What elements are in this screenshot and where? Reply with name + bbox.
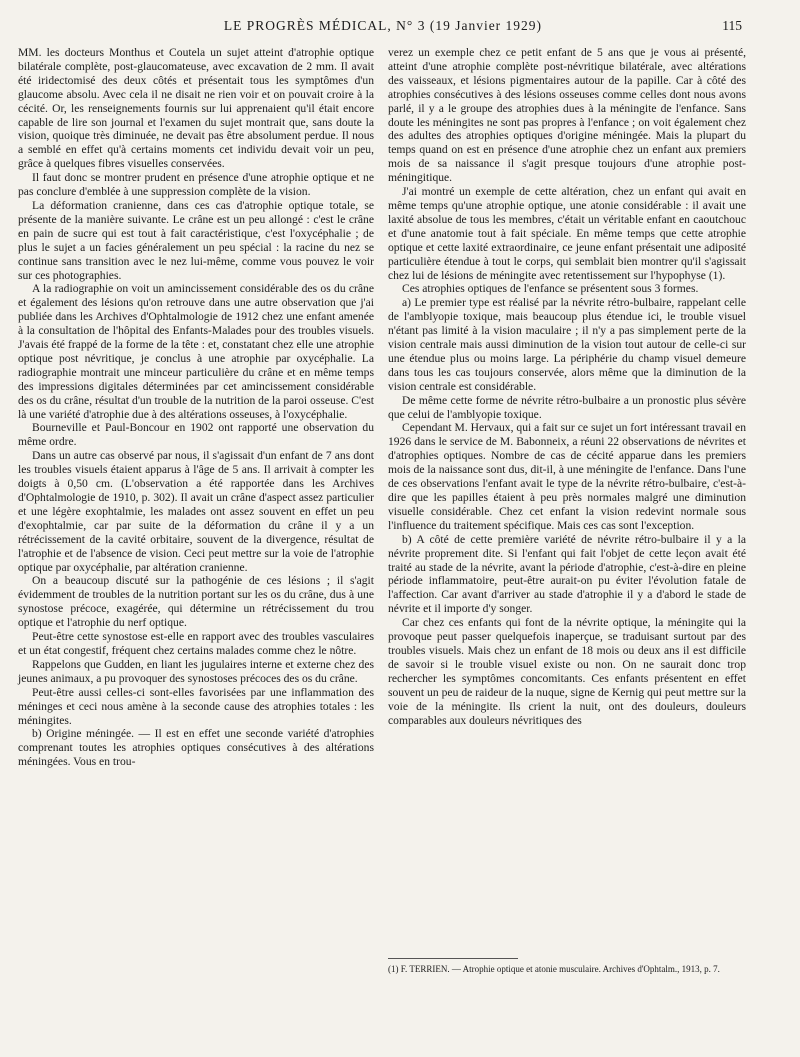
paragraph: Rappelons que Gudden, en liant les jugulaires interne et externe chez des jeunes animaux, a pu provoquer des synostoses précoces des os du crâne. — [18, 657, 374, 685]
paragraph: verez un exemple chez ce petit enfant de 5 ans que je vous ai présenté, atteint d'une atrophie complète post-névritique bilatérale, avec altérations des vaisseaux, et lésions pigmentaires autour de la papille. Car à côté des atrophies consécutives à des lésions osseuses comme celles dont nous avons parlé, il y a le groupe des atrophies dues à la méningite de l'enfance. Sans doute les méningites ne sont pas propres à l'enfance ; on voit également chez des adultes des atrophies optiques d'origine méningée. Mais la plupart du temps quand on est en présence d'une atrophie chez un enfant aux premiers mois de sa naissance il s'agit presque toujours d'une atrophie post-méningitique. — [388, 46, 746, 185]
paragraph: a) Le premier type est réalisé par la névrite rétro-bulbaire, rappelant celle de l'amblyopie toxique, mais beaucoup plus étendue ici, le trouble visuel n'étant pas limité à la vision maculaire ; il n'y a pas simplement perte de la vision centrale mais aussi diminution de la vision tout autour de celle-ci sur une étendue plus ou moins large. La périphérie du champ visuel demeure dans tous les cas toujours conservée, alors même que la diminution de la vision centrale est considérable. — [388, 296, 746, 393]
paragraph: Peut-être aussi celles-ci sont-elles favorisées par une inflammation des méninges et ceci nous amène à la seconde cause des atrophies totales : les méningites. — [18, 685, 374, 727]
paragraph: Peut-être cette synostose est-elle en rapport avec des troubles vasculaires et un état congestif, fréquent chez certains malades comme chez le nôtre. — [18, 630, 374, 657]
paragraph: On a beaucoup discuté sur la pathogénie de ces lésions ; il s'agit évidemment de troubles de la nutrition portant sur les os du crâne, dus à une synostose précoce, exagérée, qui détermine un rétrécissement du trou optique et l'atrophie du nerf optique. — [18, 574, 374, 630]
running-header — [24, 18, 742, 38]
paragraph: b) A côté de cette première variété de névrite rétro-bulbaire il y a la névrite proprement dite. Si l'enfant qui fait l'objet de cette leçon avait été traité au stade de la névrite, avant la période d'atrophie, c'est-à-dire en pleine période inflammatoire, peut-être aurait-on pu éviter l'évolution fatale de l'affection. Car avant d'arriver au stade d'atrophie il y a d'abord le stade de névrite et il importe d'y songer. — [388, 532, 746, 616]
paragraph: Il faut donc se montrer prudent en présence d'une atrophie optique et ne pas conclure d'emblée à une suppression complète de la vision. — [18, 171, 374, 199]
paragraph: De même cette forme de névrite rétro-bulbaire a un pronostic plus sévère que celui de l'amblyopie toxique. — [388, 393, 746, 421]
footnote: (1) F. TERRIEN. — Atrophie optique et atonie musculaire. Archives d'Ophtalm., 1913, p. 7. — [388, 964, 720, 974]
paragraph: b) Origine méningée. — Il est en effet une seconde variété d'atrophies comprenant toutes les atrophies optiques consécutives à des altérations méningées. Vous en trou- — [18, 727, 374, 769]
paragraph: Dans un autre cas observé par nous, il s'agissait d'un enfant de 7 ans dont les troubles visuels étaient apparus à l'âge de 5 ans. Il arrivait à compter les doigts à 0,50 cm. (L'observation a été rapportée dans les Archives d'Ophtalmologie de 1910, p. 302). Il avait un crâne d'aspect assez particulier et une légère exophtalmie, les malades ont assez souvent en effet un peu d'exophtalmie, car par suite de la déformation du crâne il y a un rétrécissement de la cavité orbitaire, souvent de la divergence, résultat de l'atrophie et de l'absence de vision. Ceci peut mettre sur la voie de l'atrophie optique par oxycéphalie, par altération cranienne. — [18, 449, 374, 574]
paragraph: MM. les docteurs Monthus et Coutela un sujet atteint d'atrophie optique bilatérale complète, post-glaucomateuse, avec excavation de 2 mm. Il avait été iridectomisé des deux côtés et présentait tous les symptômes d'un glaucome absolu. Avec cela il ne disait ne rien voir et on pouvait croire à la cécité. Or, les renseignements fournis sur lui apprenaient qu'il était encore capable de lire son journal et l'examen du sujet montrait que, sans doute la vision, quoique très diminuée, ne devait pas être absolument perdue. Il nous a semblé en effet qu'à certains moments cet individu devait voir un peu, grâce à quelques fibres visuelles conservées. — [18, 46, 374, 171]
paragraph: Cependant M. Hervaux, qui a fait sur ce sujet un fort intéressant travail en 1926 dans le service de M. Babonneix, a réuni 22 observations de névrites et d'atrophies optiques. Nombre de cas de cécité apparue dans les premiers mois de la naissance sont dus, dit-il, à une méningite de l'enfance. Dans l'une de ces observations l'enfant avait le type de la névrite rétro-bulbaire, c'est-à-dire que les papilles étaient à peu près normales malgré une diminution visuelle considérable. Chez cet enfant la vision redevint normale sous l'influence du traitement spécifique. Mais ces cas sont l'exception. — [388, 421, 746, 532]
paragraph: Car chez ces enfants qui font de la névrite optique, la méningite qui la provoque peut passer quelquefois inaperçue, se traduisant surtout par des troubles visuels. Mais chez un enfant de 18 mois ou deux ans il est difficile de savoir si le trouble visuel existe ou non. On ne saurait donc trop rechercher les symptômes concomitants. Ces enfants présentent en effet souvent un peu de raideur de la nuque, signe de Kernig qui peut mettre sur la voie de la méningite. Ils crient la nuit, ont des douleurs, douleurs comparables aux douleurs névritiques des — [388, 616, 746, 727]
left-column — [18, 46, 374, 769]
paragraph: J'ai montré un exemple de cette altération, chez un enfant qui avait en même temps qu'une atrophie optique, une atonie considérable : il avait une laxité absolue de tous les membres, c'était un véritable enfant en caoutchouc et d'une anatomie tout à fait spéciale. En même temps que cette atrophie optique et cette laxité extraordinaire, ce jeune enfant présentait une adiposité particulière étendue à tout le corps, qui semblait bien montrer qu'il s'agissait chez lui de lésions de méningite avec retentissement sur l'hypophyse (1). — [388, 185, 746, 282]
paragraph: Ces atrophies optiques de l'enfance se présentent sous 3 formes. — [402, 282, 699, 296]
paragraph: A la radiographie on voit un amincissement considérable des os du crâne et également des lésions qu'on retrouve dans une autre observation que j'ai publiée dans les Archives d'Ophtalmologie de 1912 chez une enfant amenée à la consultation de l'hôpital des Enfants-Malades pour des troubles visuels. J'avais été frappé de la forme de la tête : et, constatant chez elle une atrophie optique post névritique, je conclus à une atrophie par oxycéphalie. La radiographie montrait une minceur particulière du crâne et en même temps des impressions digitales déterminées par cet amincissement considérable des os du crâne, résultat d'un trouble de la nutrition de la paroi osseuse. C'est là une variété d'atrophie due à des altérations osseuses, à l'oxycéphalie. — [18, 282, 374, 421]
paragraph: Bourneville et Paul-Boncour en 1902 ont rapporté une observation du même ordre. — [18, 421, 374, 449]
footnote-divider — [388, 958, 518, 959]
right-column — [388, 46, 746, 727]
journal-title: LE PROGRÈS MÉDICAL, N° 3 (19 Janvier 1929) — [223, 18, 543, 33]
paragraph: La déformation cranienne, dans ces cas d'atrophie optique totale, se présente de la manière suivante. Le crâne est un peu allongé : c'est le crâne en pain de sucre qui est tout à fait caractéristique, c'est l'oxycéphalie ; de plus le sujet a un facies généralement un peu spécial : la racine du nez se continue sans transition avec le nez lui-même, comme vous pouvez le voir sur ces photographies. — [18, 198, 374, 282]
page-number: 115 — [722, 18, 742, 33]
